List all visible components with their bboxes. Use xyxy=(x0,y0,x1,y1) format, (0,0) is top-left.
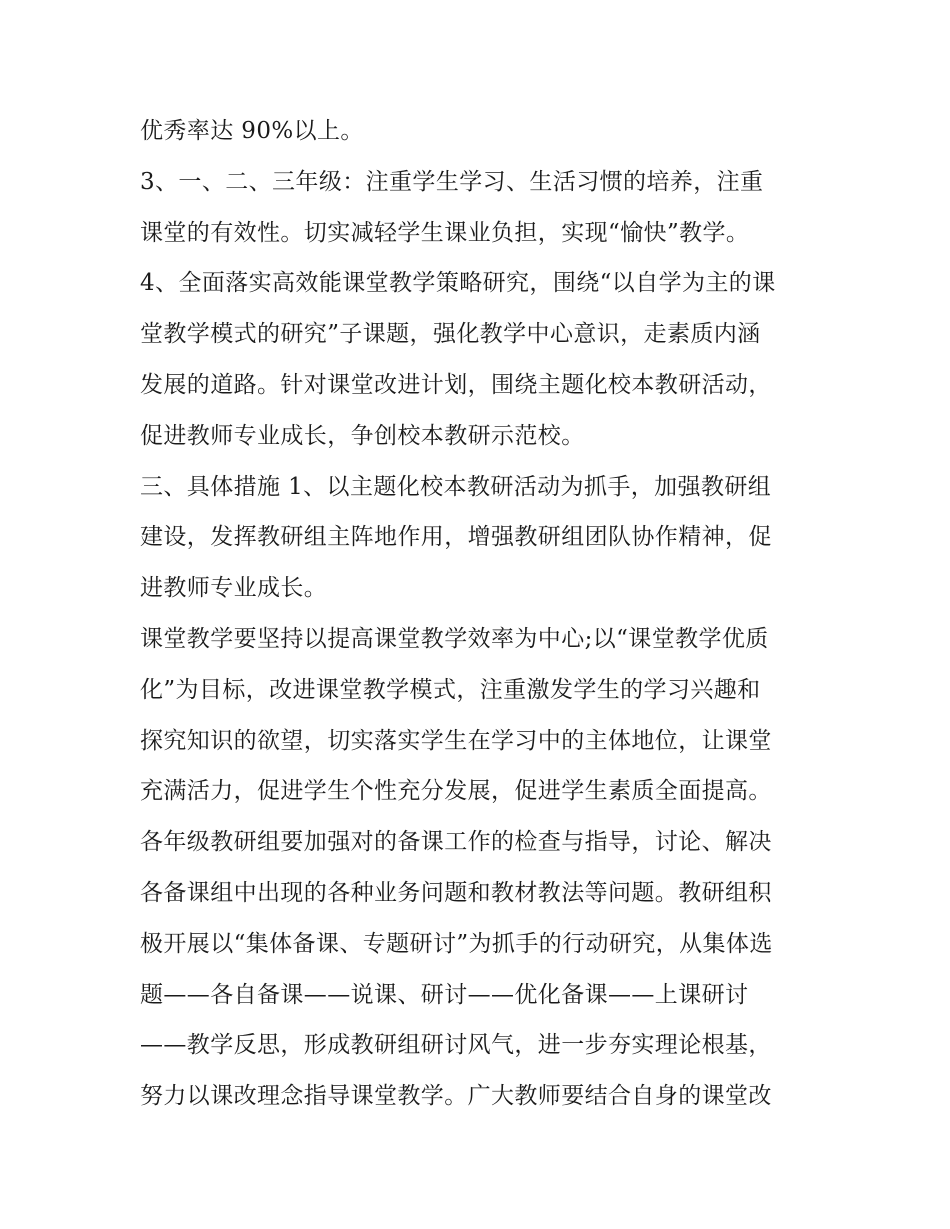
text-line: 各年级教研组要加强对的备课工作的检查与指导，讨论、解决 xyxy=(140,829,772,856)
text-line: 充满活力，促进学生个性充分发展，促进学生素质全面提高。 xyxy=(140,778,772,805)
text-line: ——教学反思，形成教研组研讨风气，进一步夯实理论根基， xyxy=(140,1032,772,1059)
text-line: 极开展以“集体备课、专题研讨”为抓手的行动研究，从集体选 xyxy=(140,930,773,957)
text-line: 4、全面落实高效能课堂教学策略研究，围绕“以自学为主的课 xyxy=(140,270,776,297)
text-line: 探究知识的欲望，切实落实学生在学习中的主体地位，让课堂 xyxy=(140,727,772,754)
text-line: 3、一、二、三年级：注重学生学习、生活习惯的培养，注重 xyxy=(140,168,764,195)
text-line: 进教师专业成长。 xyxy=(140,575,328,602)
text-line: 发展的道路。针对课堂改进计划，围绕主题化校本教研活动， xyxy=(140,371,772,398)
text-line: 努力以课改理念指导课堂教学。广大教师要结合自身的课堂改 xyxy=(140,1083,772,1110)
text-line: 三、具体措施 1、以主题化校本教研活动为抓手，加强教研组 xyxy=(140,473,772,500)
text-line: 各备课组中出现的各种业务问题和教材教法等问题。教研组积 xyxy=(140,879,772,906)
text-line: 化”为目标，改进课堂教学模式，注重激发学生的学习兴趣和 xyxy=(140,676,761,703)
body-text xyxy=(140,106,820,1122)
text-line: 优秀率达 90%以上。 xyxy=(140,118,364,144)
text-line: 课堂的有效性。切实减轻学生课业负担，实现“愉快”教学。 xyxy=(140,219,750,246)
text-line: 课堂教学要坚持以提高课堂教学效率为中心;以“课堂教学优质 xyxy=(140,625,769,652)
text-line: 堂教学模式的研究”子课题，强化教学中心意识，走素质内涵 xyxy=(140,321,761,348)
text-line: 建设，发挥教研组主阵地作用，增强教研组团队协作精神，促 xyxy=(140,524,772,551)
text-line: 题——各自备课——说课、研讨——优化备课——上课研讨 xyxy=(140,981,749,1008)
text-line: 促进教师专业成长，争创校本教研示范校。 xyxy=(140,422,585,449)
